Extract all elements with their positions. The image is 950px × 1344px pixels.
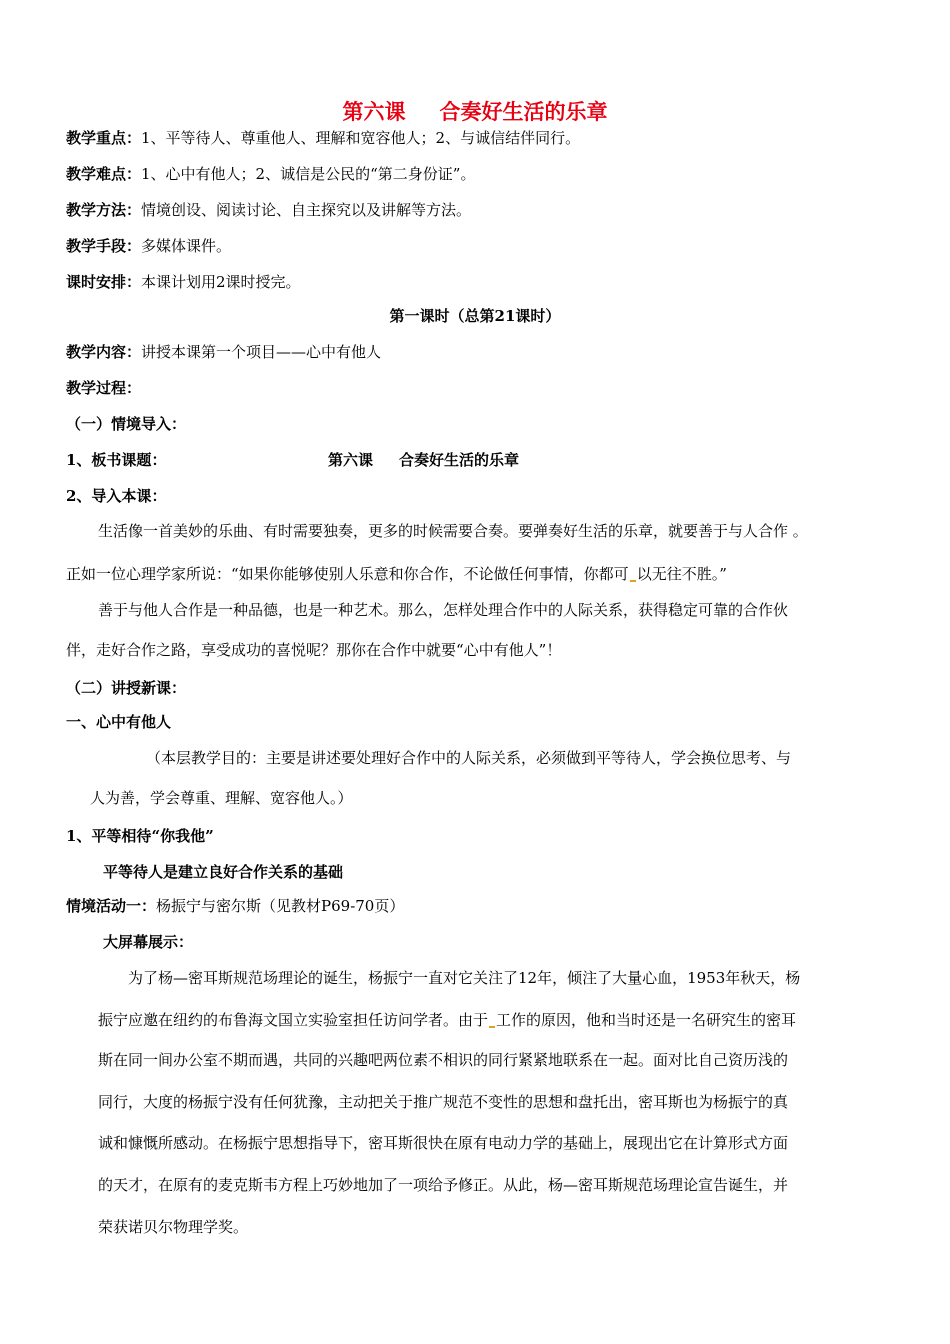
- process-label: 教学过程：: [66, 379, 142, 397]
- meta-label: 教学方法：: [66, 201, 142, 219]
- section-intro-heading: （一）情境导入：: [66, 415, 187, 433]
- meta-focus: [66, 128, 580, 148]
- board-lesson-number: 第六课: [328, 451, 374, 469]
- meta-means: [66, 236, 231, 256]
- meta-method: [66, 200, 471, 220]
- paragraph-line: 正如一位心理学家所说：“如果你能够使别人乐意和你合作，不论做任何事情，你都可 以无往不胜。”: [66, 565, 727, 583]
- paragraph-line: 生活像一首美妙的乐曲、有时需要独奏，更多的时候需要合奏。要弹奏好生活的乐章，就要善于与人合作 。: [98, 522, 808, 540]
- meta-text: 多媒体课件。: [141, 237, 232, 255]
- lesson-number: 第六课: [342, 99, 406, 124]
- story-line: 为了杨—密耳斯规范场理论的诞生，杨振宁一直对它关注了12年，倾注了大量心血，1953年秋天，杨: [128, 969, 801, 987]
- story-line: 振宁应邀在纽约的布鲁海文国立实验室担任访问学者。由于 工作的原因，他和当时还是一名研究生的密耳: [98, 1011, 797, 1029]
- point-heading: 1、平等相待“你我他”: [66, 827, 214, 845]
- meta-text: 1、心中有他人；2、诚信是公民的“第二身份证”。: [141, 165, 476, 183]
- lesson-name: 合奏好生活的乐章: [439, 99, 608, 124]
- meta-label: 教学难点：: [66, 165, 142, 183]
- activity: [66, 896, 404, 916]
- activity-label: 情境活动一：: [66, 897, 157, 915]
- content-label: 教学内容：: [66, 343, 142, 361]
- story-line: 同行，大度的杨振宁没有任何犹豫，主动把关于推广规范不变性的思想和盘托出，密耳斯也为杨振宁的真: [98, 1093, 789, 1111]
- part-heading: 一、心中有他人: [66, 713, 172, 731]
- intro-label: 2、导入本课：: [66, 487, 167, 505]
- paragraph-line: 伴，走好合作之路，享受成功的喜悦呢？那你在合作中就要“心中有他人”！: [66, 641, 562, 659]
- meta-schedule: [66, 272, 301, 292]
- point-subheading: 平等待人是建立良好合作关系的基础: [103, 863, 344, 881]
- purpose-line: （本层教学目的：主要是讲述要处理好合作中的人际关系，必须做到平等待人，学会换位思考、与: [146, 749, 792, 767]
- paragraph-line: 善于与他人合作是一种品德，也是一种艺术。那么，怎样处理合作中的人际关系，获得稳定可靠的合作伙: [98, 601, 789, 619]
- board-title: [328, 450, 519, 470]
- purpose-line: 人为善，学会尊重、理解、宽容他人。）: [90, 789, 353, 807]
- content-text: 讲授本课第一个项目——心中有他人: [141, 343, 382, 361]
- story-line: 荣获诺贝尔物理学奖。: [98, 1218, 249, 1236]
- meta-text: 情境创设、阅读讨论、自主探究以及讲解等方法。: [141, 201, 472, 219]
- story-line: 斯在同一间办公室不期而遇，共同的兴趣吧两位素不相识的同行紧紧地联系在一起。面对比自己资历浅的: [98, 1051, 789, 1069]
- period-heading: 第一课时（总第21课时）: [389, 307, 561, 325]
- board-title-label: 1、板书课题：: [66, 451, 167, 469]
- teaching-content: [66, 342, 381, 362]
- meta-difficulty: [66, 164, 475, 184]
- story-line: 的天才，在原有的麦克斯韦方程上巧妙地加了一项给予修正。从此，杨—密耳斯规范场理论宣告诞生，并: [98, 1176, 789, 1194]
- board-lesson-name: 合奏好生活的乐章: [399, 451, 520, 469]
- story-line: 诚和慷慨所感动。在杨振宁思想指导下，密耳斯很快在原有电动力学的基础上，展现出它在计算形式方面: [98, 1134, 789, 1152]
- section-new-lesson-heading: （二）讲授新课：: [66, 679, 187, 697]
- lesson-title: [0, 98, 950, 126]
- activity-text: 杨振宁与密尔斯（见教材P69-70页）: [156, 897, 405, 915]
- meta-label: 课时安排：: [66, 273, 142, 291]
- meta-text: 本课计划用2课时授完。: [141, 273, 301, 291]
- meta-label: 教学手段：: [66, 237, 142, 255]
- meta-text: 1、平等待人、尊重他人、理解和宽容他人；2、与诚信结伴同行。: [141, 129, 581, 147]
- screen-label: 大屏幕展示：: [103, 933, 194, 951]
- meta-label: 教学重点：: [66, 129, 142, 147]
